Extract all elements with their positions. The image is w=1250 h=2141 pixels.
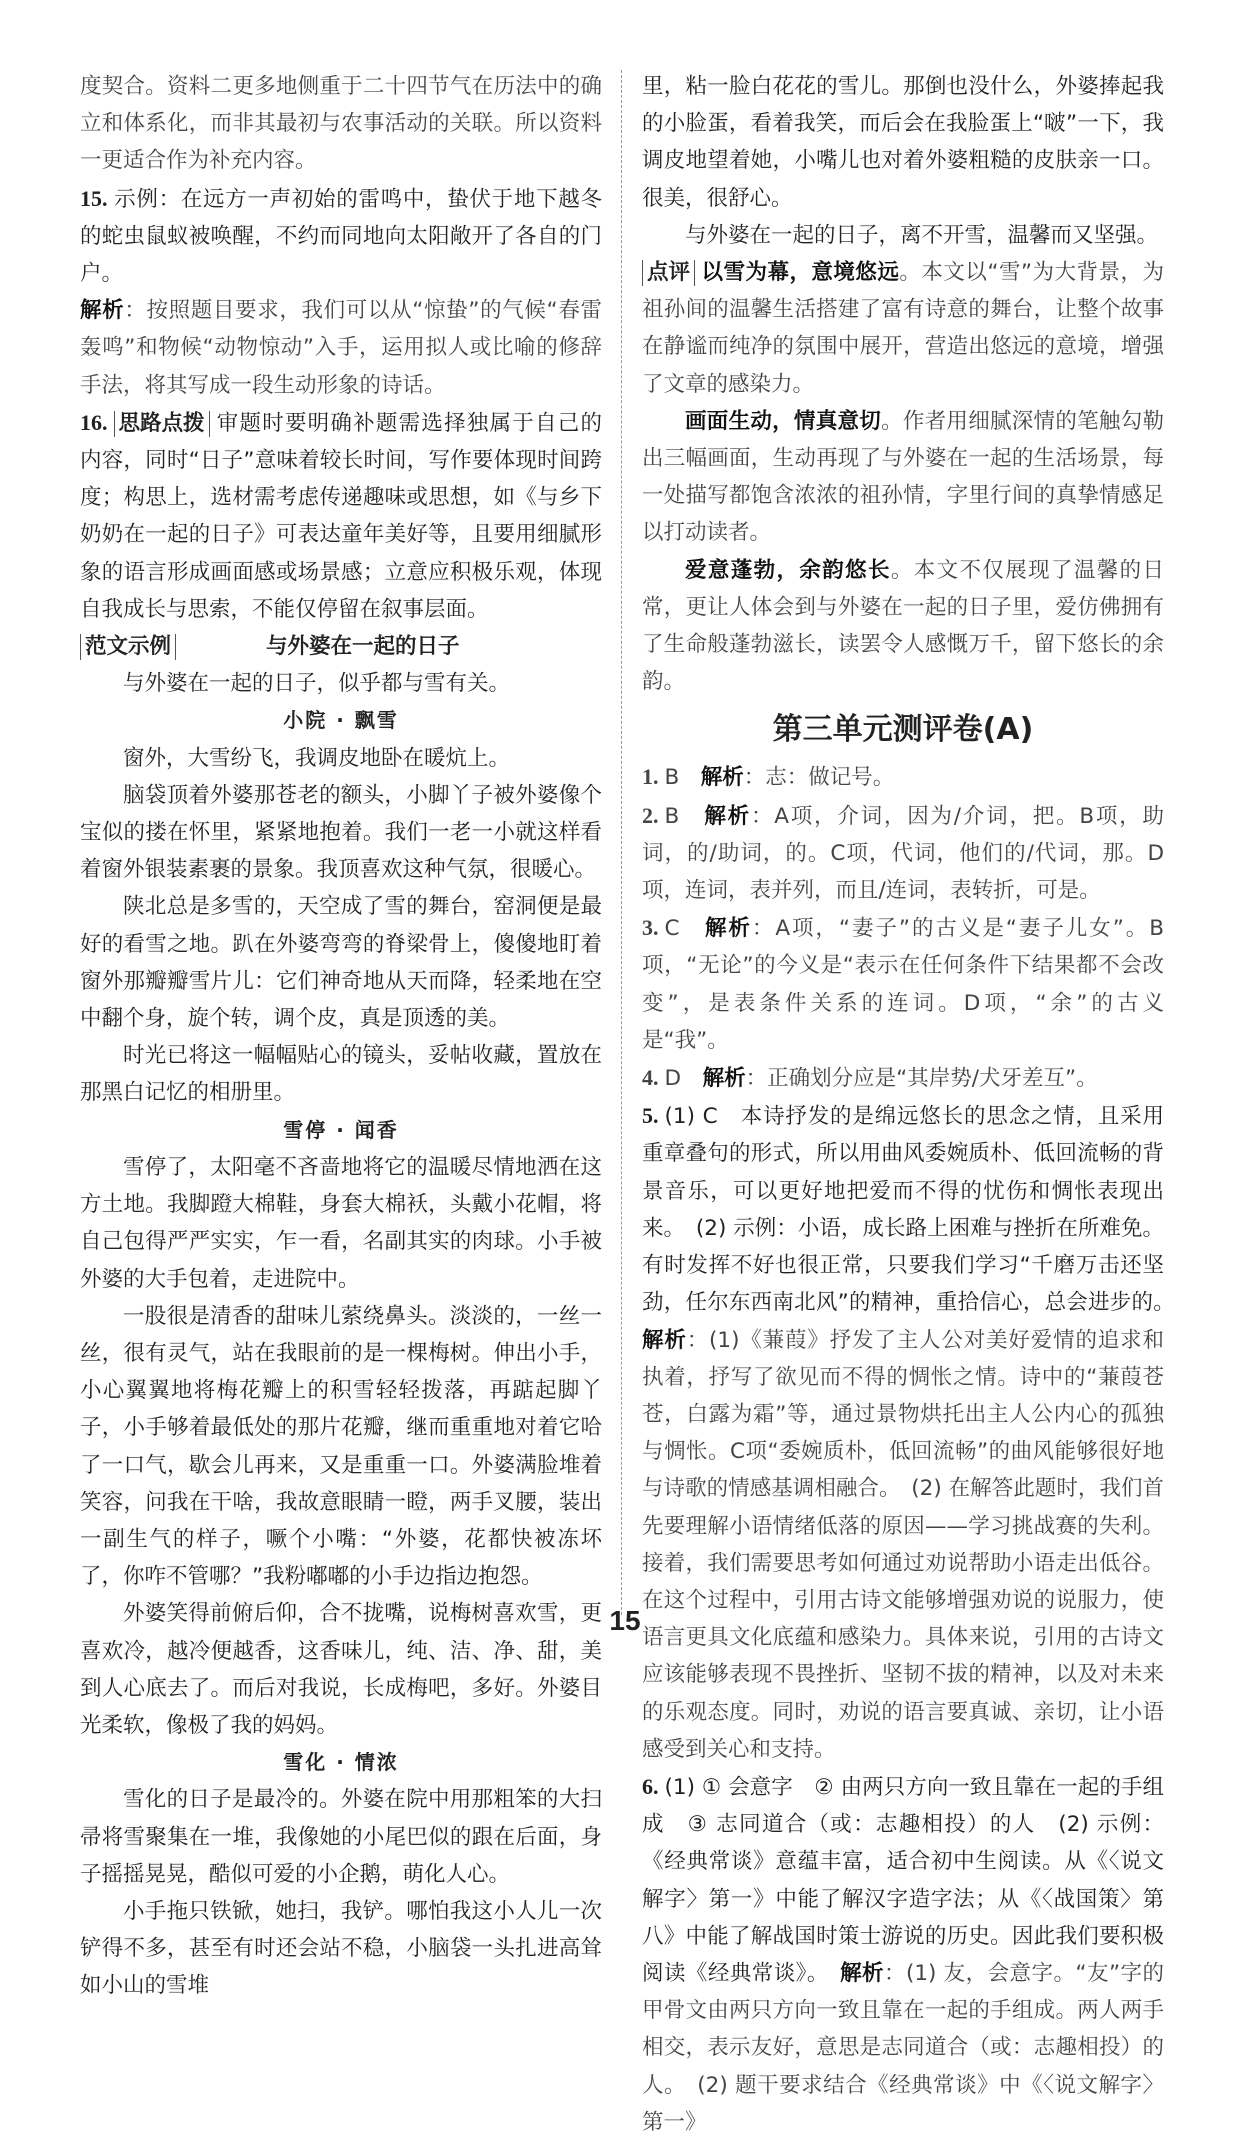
essay-title: 与外婆在一起的日子: [266, 634, 460, 660]
question-15: [80, 180, 602, 293]
answer-1: [642, 758, 1164, 796]
essay-paragraph: 脑袋顶着外婆那苍老的额头，小脚丫子被外婆像个宝似的搂在怀里，紧紧地抱着。我们一老一小就这样看着窗外银装素裹的景象。我顶喜欢这种气氛，很暖心。: [80, 782, 602, 883]
answer-2: [642, 797, 1164, 910]
question-number: 1.: [642, 764, 659, 790]
essay-paragraph: 陕北总是多雪的，天空成了雪的舞台，窑洞便是最好的看雪之地。趴在外婆弯弯的脊梁骨上，傻傻地盯着窗外那瓣瓣雪片儿：它们神奇地从天而降，轻柔地在空中翻个身，旋个转，调个皮，真是顶透的美。: [80, 894, 602, 1032]
analysis-text: ：按照题目要求，我们可以从“惊蛰”的气候“春雷轰鸣”和物候“动物惊动”入手，运用拟人或比喻的修辞手法，将其写成一段生动形象的诗话。: [80, 298, 602, 398]
question-number: 3.: [642, 915, 659, 941]
answer-choice: B: [664, 803, 680, 829]
review-heading: 爱意蓬勃，余韵悠长: [685, 557, 891, 583]
question-number: 5.: [642, 1103, 659, 1129]
essay-paragraph: 外婆笑得前俯后仰，合不拢嘴，说梅树喜欢雪，更喜欢冷，越冷便越香，这香味儿，纯、洁、净、甜，美到人心底去了。而后对我说，长成梅吧，多好。外婆目光柔软，像极了我的妈妈。: [80, 1601, 602, 1738]
essay-section-title: 小院 · 飘雪: [283, 708, 399, 733]
essay-paragraph: 一股很是清香的甜味儿萦绕鼻头。淡淡的，一丝一丝，很有灵气，站在我眼前的是一棵梅树。伸出小手，小心翼翼地将梅花瓣上的积雪轻轻拨落，再踮起脚丫子，小手够着最低处的那片花瓣，继而重重地对着它哈了一口气，歇会儿再来，又是重重一口。外婆满脸堆着笑容，问我在干啥，我故意眼睛一瞪，两手叉腰，装出一副生气的样子，噘个小嘴：“外婆，花都快被冻坏了，你咋不管哪？”我粉嘟嘟的小手边指边抱怨。: [80, 1303, 602, 1590]
question-number: 2.: [642, 802, 659, 828]
essay-section-title: 雪停 · 闻香: [283, 1117, 399, 1142]
analysis-label: 解析: [702, 1066, 746, 1092]
analysis-label: 解析: [642, 1327, 687, 1353]
page-number: 15: [609, 1605, 641, 1636]
analysis-text: ：正确划分应是“其岸势/犬牙差互”。: [745, 1066, 1098, 1092]
unit-test-title: 第三单元测评卷(A): [772, 712, 1034, 748]
essay-paragraph: 与外婆在一起的日子，似乎都与雪有关。: [123, 671, 511, 697]
analysis-text: ：A项，“妻子”的古义是“妻子儿女”。B项，“无论”的今义是“表示在任何条件下结果都不会改变”，是表条件关系的连词。D项，“余”的古义是“我”。: [642, 916, 1164, 1053]
analysis-15: [80, 292, 602, 404]
essay-paragraph: 时光已将这一幅幅贴心的镜头，妥帖收藏，置放在那黑白记忆的相册里。: [80, 1043, 602, 1106]
analysis-label: 解析: [80, 298, 125, 324]
answer-3: [642, 909, 1164, 1059]
analysis-text: ：A项，介词，因为/介词，把。B项，助词，的/助词，的。C项，代词，他们的/代词，那。D项，连词，表并列，而且/连词，表转折，可是。: [642, 803, 1164, 904]
review-paragraph: [642, 552, 1164, 701]
hint-text: 审题时要明确补题需选择独属于自己的内容，同时“日子”意味着较长时间，写作要体现时间跨度；构思上，选材需考虑传递趣味或思想，如《与乡下奶奶在一起的日子》可表达童年美好等，且要用细腻形象的语言形成画面感或场景感；立意应积极乐观，体现自我成长与思索，不能仅停留在叙事层面。: [80, 410, 602, 622]
question-number: 15.: [80, 185, 108, 211]
review: [642, 254, 1164, 403]
answer-choice: C: [664, 916, 680, 942]
essay-paragraph: 雪停了，太阳毫不吝啬地将它的温暖尽情地洒在这方土地。我脚蹬大棉鞋，身套大棉袄，头戴小花帽，将自己包得严严实实，乍一看，名副其实的肉球。小手被外婆的大手包着，走进院中。: [80, 1154, 602, 1292]
sample-essay-tag: 范文示例: [80, 634, 176, 660]
answer-choice: D: [664, 1066, 682, 1092]
analysis-text: ：(1) 友，会意字。“友”字的甲骨文由两只方向一致且靠在一起的手组成。两人两手相交，表示友好，意思是志同道合（或：志趣相投）的人。 (2) 题干要求结合《经典常谈》中《〈说文解字〉第一》: [642, 1960, 1164, 2135]
continued-text: 度契合。资料二更多地侧重于二十四节气在历法中的确立和体系化，而非其最初与农事活动的关联。所以资料一更适合作为补充内容。: [80, 74, 602, 174]
answer-text: 示例：在远方一声初始的雷鸣中，蛰伏于地下越冬的蛇虫鼠蚁被唤醒，不约而同地向太阳敞开了各自的门户。: [80, 186, 602, 287]
review-text: 。本文不仅展现了温馨的日常，更让人体会到与外婆在一起的日子里，爱仿佛拥有了生命般蓬勃滋长，读罢令人感慨万千，留下悠长的余韵。: [642, 557, 1164, 695]
analysis-label: 解析: [704, 916, 752, 942]
essay-section-title: 雪化 · 情浓: [283, 1750, 399, 1775]
analysis-text: ：志：做记号。: [743, 765, 895, 791]
essay-header: [80, 628, 602, 665]
answer-text: (1) ① 会意字 ② 由两只方向一致且靠在一起的手组成 ③ 志同道合（或：志趣相投）的人 (2) 示例：《经典常谈》意蕴丰富，适合初中生阅读。从《〈说文解字〉第一》中能了解汉字造字法；从《〈战国策〉第八》中能了解战国时策士游说的历史。因此我们要积极阅读《经典常谈》。: [642, 1774, 1164, 1986]
answer-5: [642, 1097, 1164, 1768]
answer-choice: B: [664, 765, 680, 791]
review-text: 。本文以“雪”为大背景，为祖孙间的温馨生活搭建了富有诗意的舞台，让整个故事在静谧而纯净的氛围中展开，营造出悠远的意境，增强了文章的感染力。: [642, 260, 1164, 397]
essay-paragraph: 小手拖只铁锨，她扫，我铲。哪怕我这小人儿一次铲得不多，甚至有时还会站不稳，小脑袋一头扎进高耸如小山的雪堆: [80, 1898, 602, 1999]
analysis-label: 解析: [704, 803, 751, 829]
question-number: 6.: [642, 1773, 659, 1799]
analysis-label: 解析: [840, 1960, 884, 1986]
review-paragraph: [642, 403, 1164, 552]
analysis-text: ：(1)《蒹葭》抒发了主人公对美好爱情的追求和执着，抒写了欲见而不得的惆怅之情。诗中的“蒹葭苍苍，白露为霜”等，通过景物烘托出主人公内心的孤独与惆怅。C项“委婉质朴，低回流畅”的曲风能够很好地与诗歌的情感基调相融合。 (2) 在解答此题时，我们首先要理解小语情绪低落的原因——学习挑战赛的失利。接着，我们需要思考如何通过劝说帮助小语走出低谷。在这个过程中，引用古诗文能够增强劝说的说服力，使语言更具文化底蕴和感染力。具体来说，引用的古诗文应该能够表现不畏挫折、坚韧不拔的精神，以及对未来的乐观态度。同时，劝说的语言要真诚、亲切，让小语感受到关心和支持。: [642, 1327, 1164, 1762]
left-column: [80, 68, 602, 2005]
review-tag: 点评: [642, 260, 695, 286]
question-number: 16.: [80, 409, 108, 435]
column-divider: [621, 70, 622, 1615]
review-heading: 以雪为幕，意境悠远: [701, 260, 900, 286]
essay-paragraph: 雪化的日子是最冷的。外婆在院中用那粗笨的大扫帚将雪聚集在一堆，我像她的小尾巴似的跟在后面，身子摇摇晃晃，酷似可爱的小企鹅，萌化人心。: [80, 1787, 602, 1887]
hint-tag: 思路点拨: [114, 411, 210, 437]
answer-6: [642, 1768, 1164, 2141]
review-text: 。作者用细腻深情的笔触勾勒出三幅画面，生动再现了与外婆在一起的生活场景，每一处描写都饱含浓浓的祖孙情，字里行间的真挚情感足以打动读者。: [642, 408, 1164, 546]
answer-text: (1) C 本诗抒发的是绵远悠长的思念之情，且采用重章叠句的形式，所以用曲风委婉质朴、低回流畅的背景音乐，可以更好地把爱而不得的忧伤和惆怅表现出来。 (2) 示例：小语，成长路上困难与挫折在所难免。有时发挥不好也很正常，只要我们学习“千磨万击还坚劲，任尔东西南北风”的精神，重拾信心，总会进步的。: [642, 1104, 1164, 1316]
review-heading: 画面生动，情真意切: [685, 408, 882, 434]
essay-paragraph: 窗外，大雪纷飞，我调皮地卧在暖炕上。: [123, 745, 511, 771]
essay-paragraph: 里，粘一脸白花花的雪儿。那倒也没什么，外婆捧起我的小脸蛋，看着我笑，而后会在我脸蛋上“啵”一下，我调皮地望着她，小嘴儿也对着外婆粗糙的皮肤亲一口。很美，很舒心。: [642, 74, 1164, 211]
analysis-label: 解析: [700, 765, 744, 791]
question-number: 4.: [642, 1065, 659, 1091]
answer-4: [642, 1059, 1164, 1097]
question-16: [80, 404, 602, 628]
right-column: [642, 68, 1164, 2141]
essay-paragraph: 与外婆在一起的日子，离不开雪，温馨而又坚强。: [685, 222, 1159, 248]
